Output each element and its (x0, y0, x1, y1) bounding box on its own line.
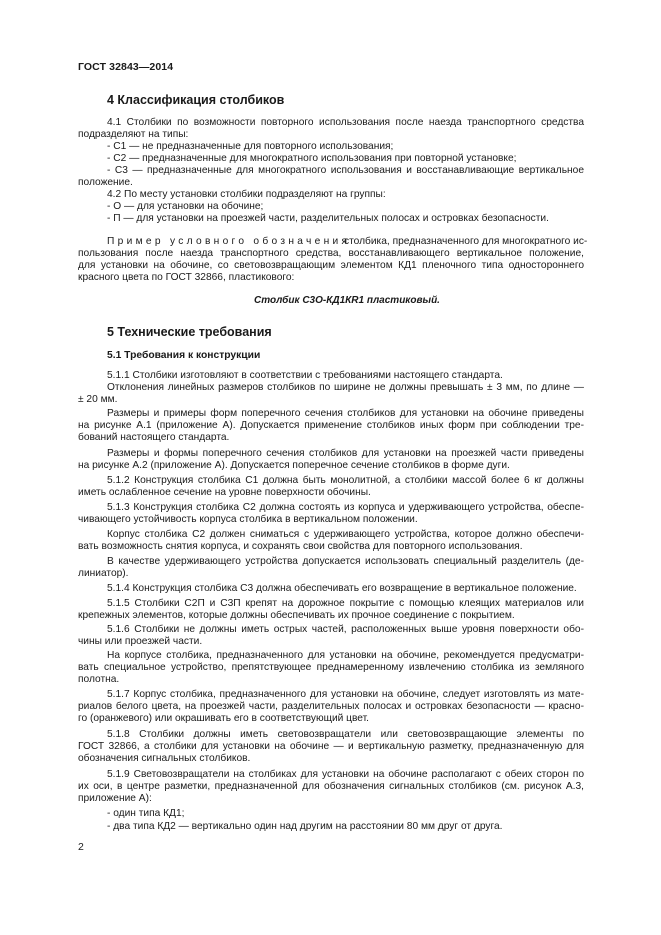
section-5-heading: 5 Технические требования (107, 325, 272, 339)
example-text-line: для установки на обочине, со световозвращающим элементом КД1 пленочного типа одностороннего (78, 260, 584, 271)
text-line: приложение А): (78, 793, 152, 804)
text-line: крепежных элементов, которые должны обеспечивать их прочное соединение с покрытием. (78, 610, 515, 621)
text-line: на рисунке А.2 (приложение А). Допускается поперечное сечение столбиков в форме дуги. (78, 460, 510, 471)
text-line: положение. (78, 177, 133, 188)
text-line: 4.1 Столбики по возможности повторного использования после наезда транспортного средства (107, 117, 584, 128)
document-header: ГОСТ 32843—2014 (78, 61, 174, 73)
text-line: Корпус столбика С2 должен сниматься с удерживающего устройства, которое должно обеспечи- (107, 529, 584, 540)
text-line: го (оранжевого) или окрашивать его в соответствующий цвет. (78, 713, 370, 724)
text-line: ± 20 мм. (78, 394, 118, 405)
text-line: линиатор). (78, 568, 129, 579)
example-designation: Столбик С3О-КД1КR1 пластиковый. (254, 295, 440, 306)
text-line: 5.1.3 Конструкция столбика С2 должна состоять из корпуса и удерживающего устройства, обеспе- (107, 502, 584, 513)
text-line: вать возможность снятия корпуса, и сохранять свои свойства для повторного использования. (78, 541, 523, 552)
text-line: чивающего устойчивость корпуса столбика в вертикальном положении. (78, 514, 418, 525)
text-line: Отклонения линейных размеров столбиков по ширине не должны превышать ± 3 мм, по длине — (107, 382, 584, 393)
section-4-heading: 4 Классификация столбиков (107, 93, 285, 107)
text-line: 4.2 По месту установки столбики подразделяют на группы: (107, 189, 386, 200)
text-line: На корпусе столбика, предназначенного для установки на обочине, рекомендуется предусматри- (107, 650, 584, 661)
text-line: 5.1.5 Столбики С2П и С3П крепят на дорожное покрытие с помощью клеящих материалов или (107, 598, 584, 609)
text-line: чины или проезжей части. (78, 636, 203, 647)
list-item: - два типа КД2 — вертикально один над другим на расстоянии 80 мм друг от друга. (107, 821, 503, 832)
text-line: вать специальное устройство, препятствующее преднамеренному извлечению столбика из земляного (78, 662, 584, 673)
text-line: на рисунке А.1 (приложение А). Допускается применение столбиков иных форм при соблюдении тре- (78, 420, 584, 431)
text-line: 5.1.7 Корпус столбика, предназначенного для установки на обочине, следует изготовлять из мате- (107, 689, 584, 700)
example-text-line: красного цвета по ГОСТ 32866, пластикового: (78, 272, 295, 283)
list-item: - С3 — предназначенные для многократного использования и восстанавливающие вертикальное (107, 165, 584, 176)
text-line: подразделяют на типы: (78, 129, 189, 140)
list-item: - О — для установки на обочине; (107, 201, 264, 212)
text-line: риалов белого цвета, на проезжей части, разделительных полосах и островках безопасности — красно- (78, 701, 584, 712)
text-line: бований настоящего стандарта. (78, 432, 230, 443)
list-item: - С2 — предназначенные для многократного использования при повторной установке; (107, 153, 517, 164)
text-line: их оси, в центре разметки, предназначенной для обозначения сигнальных столбиков (см. рисунок А.3, (78, 781, 584, 792)
text-line: 5.1.6 Столбики не должны иметь острых частей, расположенных выше уровня поверхности обо- (107, 624, 584, 635)
text-line: Размеры и примеры форм поперечного сечения столбиков для установки на обочине приведены (107, 408, 584, 419)
list-item: - С1 — не предназначенные для повторного использования; (107, 141, 394, 152)
example-text-line: пользования после наезда транспортного средства, восстанавливающего вертикальное положение, (78, 248, 584, 259)
list-item: - один типа КД1; (107, 808, 185, 819)
text-line: обозначения сигнальных столбиков. (78, 753, 251, 764)
text-line: В качестве удерживающего устройства допускается использовать специальный разделитель (де- (107, 556, 584, 567)
list-item: - П — для установки на проезжей части, разделительных полосах и островках безопасности. (107, 213, 549, 224)
text-line: 5.1.8 Столбики должны иметь световозвращатели или световозвращающие элементы по (107, 729, 584, 740)
example-text-line: столбика, предназначенного для многократного ис- (344, 236, 588, 247)
text-line: полотна. (78, 674, 120, 685)
text-line: иметь ослабленное сечение на уровне поверхности обочины. (78, 487, 371, 498)
page-number: 2 (78, 841, 84, 853)
example-label: Пример условного обозначения (107, 236, 351, 247)
text-line: 5.1.4 Конструкция столбика С3 должна обеспечивать его возвращение в вертикальное положение. (107, 583, 577, 594)
subsection-5-1-heading: 5.1 Требования к конструкции (107, 350, 261, 361)
text-line: 5.1.1 Столбики изготовляют в соответствии с требованиями настоящего стандарта. (107, 370, 503, 381)
text-line: Размеры и формы поперечного сечения столбиков для установки на проезжей части приведены (107, 448, 584, 459)
text-line: 5.1.2 Конструкция столбика С1 должна быть монолитной, а столбики массой более 6 кг должны (107, 475, 584, 486)
text-line: ГОСТ 32866, а столбики для установки на обочине — и вертикальную разметку, предназначенную для (78, 741, 584, 752)
text-line: 5.1.9 Световозвращатели на столбиках для установки на обочине располагают с обеих сторон по (107, 769, 584, 780)
